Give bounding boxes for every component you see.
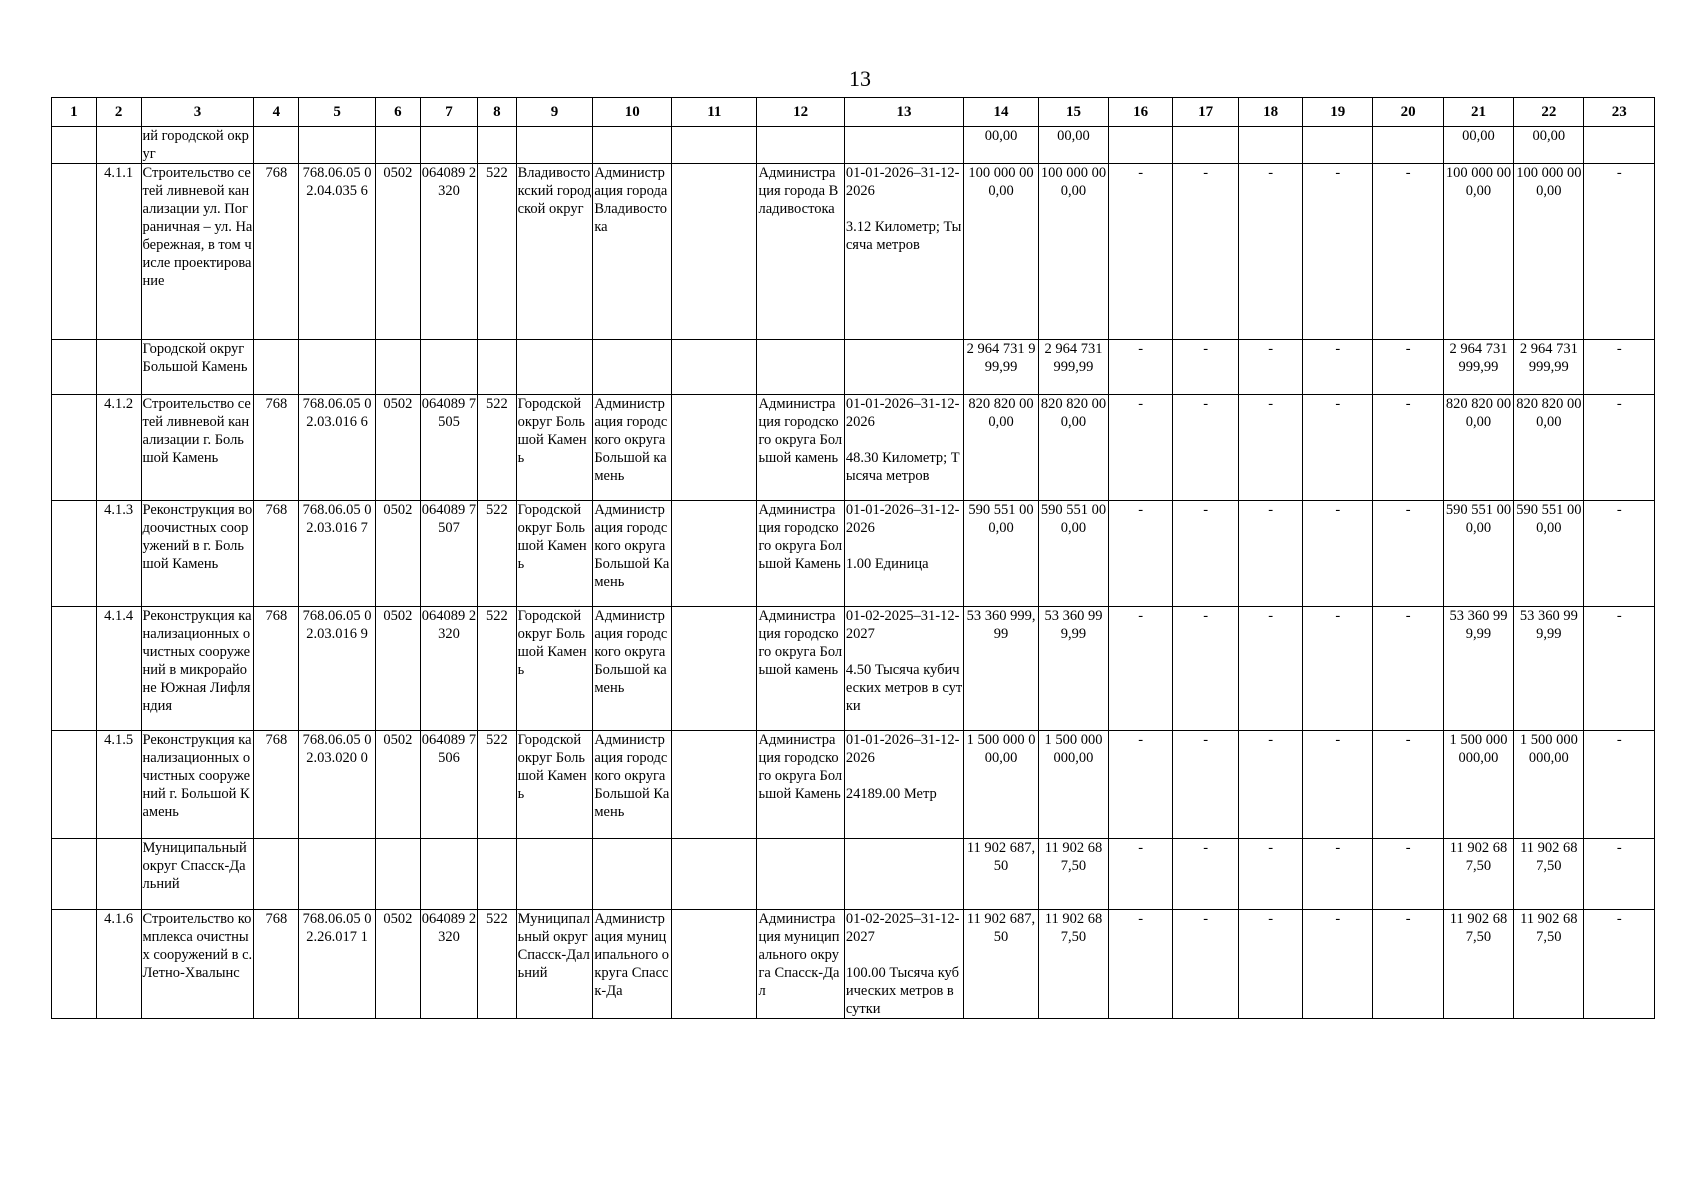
cell-num: 4.1.4 (96, 607, 141, 731)
page-number: 13 (849, 66, 871, 91)
cell-c7: 064089 2320 (420, 910, 478, 1019)
cell-c12: Администрация городского округа Большой камень (757, 607, 844, 731)
cell-c19: - (1303, 839, 1373, 910)
cell-c20: - (1373, 501, 1443, 607)
cell-c1 (52, 127, 97, 164)
cell-c6: 0502 (375, 607, 420, 731)
cell-c21: 1 500 000 000,00 (1443, 731, 1513, 839)
cell-c7: 064089 7505 (420, 395, 478, 501)
plan-text: 48.30 Километр; Тысяча метров (845, 450, 960, 484)
col-header: 6 (375, 98, 420, 127)
cell-num: 4.1.1 (96, 164, 141, 340)
cell-c1 (52, 731, 97, 839)
cell-c17: - (1173, 607, 1239, 731)
cell-c23: - (1584, 839, 1655, 910)
cell-c20: - (1373, 910, 1443, 1019)
cell-c8 (478, 340, 516, 395)
cell-c4: 768 (254, 501, 299, 607)
col-header: 9 (516, 98, 593, 127)
table-row (52, 607, 1655, 731)
plan-text: 3.12 Километр; Тысяча метров (845, 219, 962, 253)
cell-c14: 11 902 687,50 (964, 910, 1039, 1019)
cell-c20 (1373, 127, 1443, 164)
cell-c11 (672, 910, 757, 1019)
col-header: 15 (1038, 98, 1108, 127)
cell-c22: 1 500 000 000,00 (1514, 731, 1584, 839)
budget-table (51, 97, 1655, 1019)
cell-num: 4.1.3 (96, 501, 141, 607)
cell-c22: 2 964 731 999,99 (1514, 340, 1584, 395)
table-row (52, 164, 1655, 340)
cell-c1 (52, 607, 97, 731)
cell-c6: 0502 (375, 501, 420, 607)
col-header: 12 (757, 98, 844, 127)
cell-name: ий городской округ (141, 127, 254, 164)
cell-c7: 064089 7507 (420, 501, 478, 607)
cell-name: Реконструкция водоочистных сооружений в г. Большой Камень (141, 501, 254, 607)
cell-c19 (1303, 127, 1373, 164)
cell-c18: - (1239, 164, 1303, 340)
cell-num (96, 839, 141, 910)
col-header: 10 (593, 98, 672, 127)
cell-num (96, 127, 141, 164)
header-row (52, 98, 1655, 127)
cell-c9: Городской округ Большой Камень (516, 395, 593, 501)
cell-c11 (672, 501, 757, 607)
cell-c11 (672, 395, 757, 501)
cell-c7: 064089 2320 (420, 607, 478, 731)
cell-c11 (672, 340, 757, 395)
cell-num: 4.1.2 (96, 395, 141, 501)
cell-name: Реконструкция канализационных очистных сооружений в микрорайоне Южная Лифляндия (141, 607, 254, 731)
cell-c23: - (1584, 395, 1655, 501)
cell-c1 (52, 839, 97, 910)
cell-c16: - (1109, 910, 1173, 1019)
cell-c20: - (1373, 164, 1443, 340)
cell-c7: 064089 7506 (420, 731, 478, 839)
cell-c12 (757, 127, 844, 164)
cell-c10: Администрация городского округа Большой камень (593, 395, 672, 501)
cell-c9: Городской округ Большой Камень (516, 501, 593, 607)
cell-c9: Муниципальный округ Спасск-Дальний (516, 910, 593, 1019)
col-header: 19 (1303, 98, 1373, 127)
col-header: 1 (52, 98, 97, 127)
cell-c4: 768 (254, 910, 299, 1019)
cell-c22: 820 820 000,00 (1514, 395, 1584, 501)
cell-c13 (844, 731, 963, 839)
cell-c17: - (1173, 910, 1239, 1019)
cell-c1 (52, 164, 97, 340)
cell-c18: - (1239, 731, 1303, 839)
cell-c13 (844, 127, 963, 164)
cell-c4: 768 (254, 607, 299, 731)
cell-c4 (254, 340, 299, 395)
cell-c13 (844, 340, 963, 395)
cell-c16: - (1109, 731, 1173, 839)
cell-name: Муниципальный округ Спасск-Дальний (141, 839, 254, 910)
cell-c11 (672, 127, 757, 164)
cell-name: Строительство сетей ливневой канализации ул. Пограничная – ул. Набережная, в том числе проектирование (141, 164, 254, 340)
cell-c15: 53 360 999,99 (1038, 607, 1108, 731)
cell-c17 (1173, 127, 1239, 164)
cell-c11 (672, 607, 757, 731)
cell-c22: 100 000 000,00 (1514, 164, 1584, 340)
cell-c21: 11 902 687,50 (1443, 839, 1513, 910)
cell-c15: 820 820 000,00 (1038, 395, 1108, 501)
cell-c22: 00,00 (1514, 127, 1584, 164)
col-header: 8 (478, 98, 516, 127)
cell-c21: 53 360 999,99 (1443, 607, 1513, 731)
cell-c20: - (1373, 839, 1443, 910)
cell-c10 (593, 839, 672, 910)
col-header: 4 (254, 98, 299, 127)
cell-c17: - (1173, 839, 1239, 910)
cell-c10: Администрация муниципального округа Спасск-Да (593, 910, 672, 1019)
cell-c19: - (1303, 395, 1373, 501)
cell-c8: 522 (478, 164, 516, 340)
cell-c18: - (1239, 395, 1303, 501)
cell-c4: 768 (254, 731, 299, 839)
cell-c5: 768.06.05 02.03.020 0 (299, 731, 376, 839)
cell-c5: 768.06.05 02.03.016 9 (299, 607, 376, 731)
cell-c16: - (1109, 607, 1173, 731)
cell-c14: 11 902 687,50 (964, 839, 1039, 910)
cell-c10: Администрация города Владивостока (593, 164, 672, 340)
cell-c12: Администрация городского округа Большой камень (757, 395, 844, 501)
cell-c5: 768.06.05 02.26.017 1 (299, 910, 376, 1019)
cell-c12 (757, 839, 844, 910)
table-row (52, 731, 1655, 839)
col-header: 5 (299, 98, 376, 127)
cell-c10: Администрация городского округа Большой Камень (593, 731, 672, 839)
table-row (52, 127, 1655, 164)
cell-c15: 00,00 (1038, 127, 1108, 164)
cell-c6: 0502 (375, 910, 420, 1019)
cell-c13 (844, 910, 963, 1019)
cell-c16: - (1109, 164, 1173, 340)
cell-c18: - (1239, 910, 1303, 1019)
table-row (52, 910, 1655, 1019)
cell-c23: - (1584, 910, 1655, 1019)
cell-c15: 11 902 687,50 (1038, 839, 1108, 910)
cell-c20: - (1373, 340, 1443, 395)
cell-c22: 11 902 687,50 (1514, 910, 1584, 1019)
table-row (52, 395, 1655, 501)
cell-c8 (478, 839, 516, 910)
cell-c16: - (1109, 340, 1173, 395)
cell-c10 (593, 340, 672, 395)
cell-c17: - (1173, 340, 1239, 395)
cell-c19: - (1303, 340, 1373, 395)
cell-c1 (52, 501, 97, 607)
cell-num (96, 340, 141, 395)
col-header: 2 (96, 98, 141, 127)
cell-c23: - (1584, 607, 1655, 731)
cell-c13 (844, 395, 963, 501)
cell-c6 (375, 127, 420, 164)
cell-c7 (420, 127, 478, 164)
plan-text: 1.00 Единица (845, 556, 929, 572)
cell-c6: 0502 (375, 395, 420, 501)
cell-c22: 53 360 999,99 (1514, 607, 1584, 731)
cell-c12 (757, 340, 844, 395)
plan-text: 24189.00 Метр (845, 786, 937, 802)
cell-c21: 00,00 (1443, 127, 1513, 164)
col-header: 18 (1239, 98, 1303, 127)
cell-c21: 11 902 687,50 (1443, 910, 1513, 1019)
cell-name: Реконструкция канализационных очистных сооружений г. Большой Камень (141, 731, 254, 839)
cell-c13 (844, 501, 963, 607)
cell-c23: - (1584, 164, 1655, 340)
cell-c10: Администрация городского округа Большой камень (593, 607, 672, 731)
cell-c18: - (1239, 607, 1303, 731)
table-row (52, 839, 1655, 910)
cell-c1 (52, 340, 97, 395)
cell-c9 (516, 127, 593, 164)
cell-c7 (420, 839, 478, 910)
cell-c15: 1 500 000 000,00 (1038, 731, 1108, 839)
table-body (52, 127, 1655, 1019)
cell-c4 (254, 127, 299, 164)
cell-c12: Администрация городского округа Большой Камень (757, 731, 844, 839)
cell-c6 (375, 839, 420, 910)
cell-name: Строительство сетей ливневой канализации г. Большой Камень (141, 395, 254, 501)
cell-c21: 100 000 000,00 (1443, 164, 1513, 340)
cell-c10: Администрация городского округа Большой Камень (593, 501, 672, 607)
cell-c15: 2 964 731 999,99 (1038, 340, 1108, 395)
cell-c19: - (1303, 164, 1373, 340)
cell-c17: - (1173, 164, 1239, 340)
col-header: 7 (420, 98, 478, 127)
cell-c14: 590 551 000,00 (964, 501, 1039, 607)
cell-c22: 11 902 687,50 (1514, 839, 1584, 910)
cell-c9: Владивостокский городской округ (516, 164, 593, 340)
cell-c12: Администрация города Владивостока (757, 164, 844, 340)
cell-c16: - (1109, 501, 1173, 607)
cell-c8: 522 (478, 395, 516, 501)
col-header: 17 (1173, 98, 1239, 127)
cell-c1 (52, 910, 97, 1019)
cell-c23 (1584, 127, 1655, 164)
cell-c21: 590 551 000,00 (1443, 501, 1513, 607)
cell-c8 (478, 127, 516, 164)
col-header: 16 (1109, 98, 1173, 127)
cell-c5 (299, 340, 376, 395)
col-header: 23 (1584, 98, 1655, 127)
cell-c4: 768 (254, 395, 299, 501)
period-text: 01-01-2026–31-12-2026 (845, 502, 960, 536)
period-text: 01-01-2026–31-12-2026 (845, 165, 960, 199)
cell-c14: 00,00 (964, 127, 1039, 164)
cell-c16 (1109, 127, 1173, 164)
table-row (52, 340, 1655, 395)
cell-c14: 2 964 731 999,99 (964, 340, 1039, 395)
cell-c9 (516, 340, 593, 395)
col-header: 22 (1514, 98, 1584, 127)
plan-text: 100.00 Тысяча кубических метров в сутки (845, 965, 959, 1017)
cell-c12: Администрация муниципального округа Спасск-Дал (757, 910, 844, 1019)
cell-c18 (1239, 127, 1303, 164)
cell-c18: - (1239, 340, 1303, 395)
cell-c23: - (1584, 501, 1655, 607)
col-header: 20 (1373, 98, 1443, 127)
cell-c13 (844, 607, 963, 731)
cell-c16: - (1109, 839, 1173, 910)
cell-c11 (672, 164, 757, 340)
cell-c7 (420, 340, 478, 395)
col-header: 11 (672, 98, 757, 127)
col-header: 13 (844, 98, 963, 127)
cell-c14: 820 820 000,00 (964, 395, 1039, 501)
cell-c6: 0502 (375, 164, 420, 340)
cell-c8: 522 (478, 910, 516, 1019)
cell-c21: 2 964 731 999,99 (1443, 340, 1513, 395)
cell-name: Строительство комплекса очистных сооружений в с. Летно-Хвалынс (141, 910, 254, 1019)
cell-c10 (593, 127, 672, 164)
cell-c9: Городской округ Большой Камень (516, 607, 593, 731)
cell-c5: 768.06.05 02.03.016 6 (299, 395, 376, 501)
cell-c18: - (1239, 501, 1303, 607)
cell-c14: 1 500 000 000,00 (964, 731, 1039, 839)
cell-c20: - (1373, 395, 1443, 501)
cell-c16: - (1109, 395, 1173, 501)
cell-c23: - (1584, 340, 1655, 395)
cell-c8: 522 (478, 607, 516, 731)
period-text: 01-02-2025–31-12-2027 (845, 608, 960, 642)
cell-c22: 590 551 000,00 (1514, 501, 1584, 607)
cell-c9 (516, 839, 593, 910)
plan-text: 4.50 Тысяча кубических метров в сутки (845, 662, 963, 714)
cell-c15: 11 902 687,50 (1038, 910, 1108, 1019)
cell-c19: - (1303, 910, 1373, 1019)
table-row (52, 501, 1655, 607)
cell-c5: 768.06.05 02.04.035 6 (299, 164, 376, 340)
cell-c8: 522 (478, 501, 516, 607)
cell-c15: 590 551 000,00 (1038, 501, 1108, 607)
cell-c21: 820 820 000,00 (1443, 395, 1513, 501)
col-header: 3 (141, 98, 254, 127)
cell-c1 (52, 395, 97, 501)
cell-c4: 768 (254, 164, 299, 340)
col-header: 14 (964, 98, 1039, 127)
cell-c5 (299, 839, 376, 910)
period-text: 01-01-2026–31-12-2026 (845, 396, 960, 430)
cell-c20: - (1373, 607, 1443, 731)
cell-c14: 100 000 000,00 (964, 164, 1039, 340)
cell-c18: - (1239, 839, 1303, 910)
cell-c7: 064089 2320 (420, 164, 478, 340)
cell-c23: - (1584, 731, 1655, 839)
cell-c13 (844, 164, 963, 340)
col-header: 21 (1443, 98, 1513, 127)
cell-c12: Администрация городского округа Большой Камень (757, 501, 844, 607)
cell-c19: - (1303, 607, 1373, 731)
cell-c5: 768.06.05 02.03.016 7 (299, 501, 376, 607)
cell-c11 (672, 839, 757, 910)
cell-c19: - (1303, 501, 1373, 607)
cell-c8: 522 (478, 731, 516, 839)
cell-c6 (375, 340, 420, 395)
cell-c13 (844, 839, 963, 910)
cell-c17: - (1173, 395, 1239, 501)
cell-num: 4.1.5 (96, 731, 141, 839)
cell-num: 4.1.6 (96, 910, 141, 1019)
cell-c17: - (1173, 731, 1239, 839)
cell-c20: - (1373, 731, 1443, 839)
cell-c5 (299, 127, 376, 164)
cell-c19: - (1303, 731, 1373, 839)
cell-c14: 53 360 999,99 (964, 607, 1039, 731)
cell-name: Городской округ Большой Камень (141, 340, 254, 395)
period-text: 01-02-2025–31-12-2027 (845, 911, 960, 945)
cell-c9: Городской округ Большой Камень (516, 731, 593, 839)
cell-c4 (254, 839, 299, 910)
period-text: 01-01-2026–31-12-2026 (845, 732, 960, 766)
cell-c6: 0502 (375, 731, 420, 839)
cell-c17: - (1173, 501, 1239, 607)
cell-c11 (672, 731, 757, 839)
cell-c15: 100 000 000,00 (1038, 164, 1108, 340)
